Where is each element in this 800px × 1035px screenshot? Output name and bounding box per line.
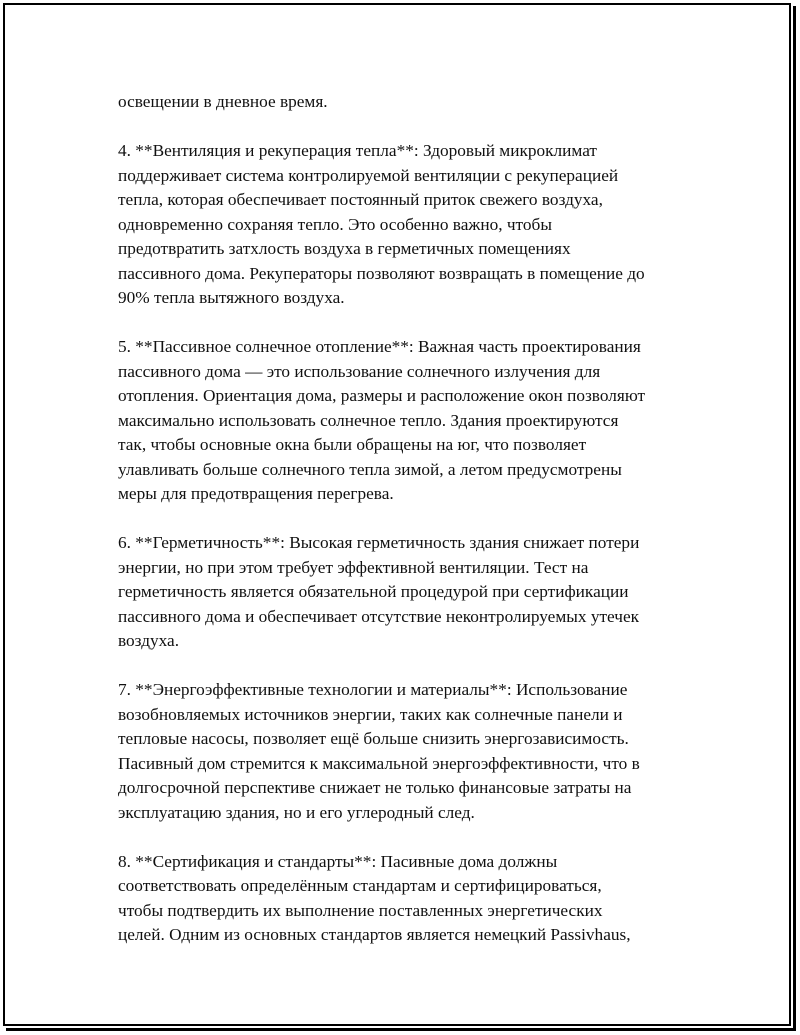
text-line: так, чтобы основные окна были обращены на юг, что позволяет [118,435,587,454]
paragraph-ventilation [118,139,698,311]
text-line: 90% тепла вытяжного воздуха. [118,288,345,307]
text-line: герметичность является обязательной процедурой при сертификации [118,582,629,601]
text-line: предотвратить затхлость воздуха в герметичных помещениях [118,239,571,258]
text-line: Пасивный дом стремится к максимальной энергоэффективности, что в [118,753,640,773]
text-line: чтобы подтвердить их выполнение поставленных энергетических [118,900,603,920]
text-line: эксплуатацию здания, но и его углеродный след. [118,802,475,822]
text-line: меры для предотвращения перегрева. [118,484,394,503]
text-line: освещении в дневное время. [118,92,328,111]
text-line: энергии, но при этом требует эффективной вентиляции. Тест на [118,557,589,577]
text-line: одновременно сохраняя тепло. Это особенно важно, чтобы [118,214,552,234]
text-line: отопления. Ориентация дома, размеры и расположение окон позволяют [118,386,646,405]
text-line: пассивного дома и обеспечивает отсутствие неконтролируемых утечек [118,606,640,626]
text-line: 7. **Энергоэффективные технологии и материалы**: Использование [118,680,628,699]
paragraph-continuation [118,90,698,115]
text-line: долгосрочной перспективе снижает не только финансовые затраты на [118,778,632,797]
text-line: тепла, которая обеспечивает постоянный приток свежего воздуха, [118,190,603,209]
text-line: тепловые насосы, позволяет ещё больше снизить энергозависимость. [118,729,629,748]
paragraph-certification [118,850,698,948]
text-line: максимально использовать солнечное тепло. Здания проектируются [118,410,619,430]
text-line: пассивного дома — это использование солнечного излучения для [118,361,601,381]
text-line: улавливать больше солнечного тепла зимой, а летом предусмотрены [118,459,622,479]
document-body [118,90,698,972]
paragraph-technologies [118,678,698,825]
text-line: поддерживает система контролируемой вентиляции с рекуперацией [118,165,619,185]
text-line: целей. Одним из основных стандартов является немецкий Passivhaus, [118,925,631,944]
text-line: пассивного дома. Рекуператоры позволяют возвращать в помещение до [118,263,645,283]
paragraph-solar-heating [118,335,698,507]
text-line: 6. **Герметичность**: Высокая герметичность здания снижает потери [118,533,640,552]
text-line: 4. **Вентиляция и рекуперация тепла**: Здоровый микроклимат [118,141,597,160]
text-line: возобновляемых источников энергии, таких как солнечные панели и [118,704,623,724]
paragraph-airtightness [118,531,698,654]
text-line: воздуха. [118,631,180,650]
text-line: соответствовать определённым стандартам и сертифицироваться, [118,876,602,895]
text-line: 8. **Сертификация и стандарты**: Пасивные дома должны [118,851,558,871]
text-line: 5. **Пассивное солнечное отопление**: Важная часть проектирования [118,337,641,356]
